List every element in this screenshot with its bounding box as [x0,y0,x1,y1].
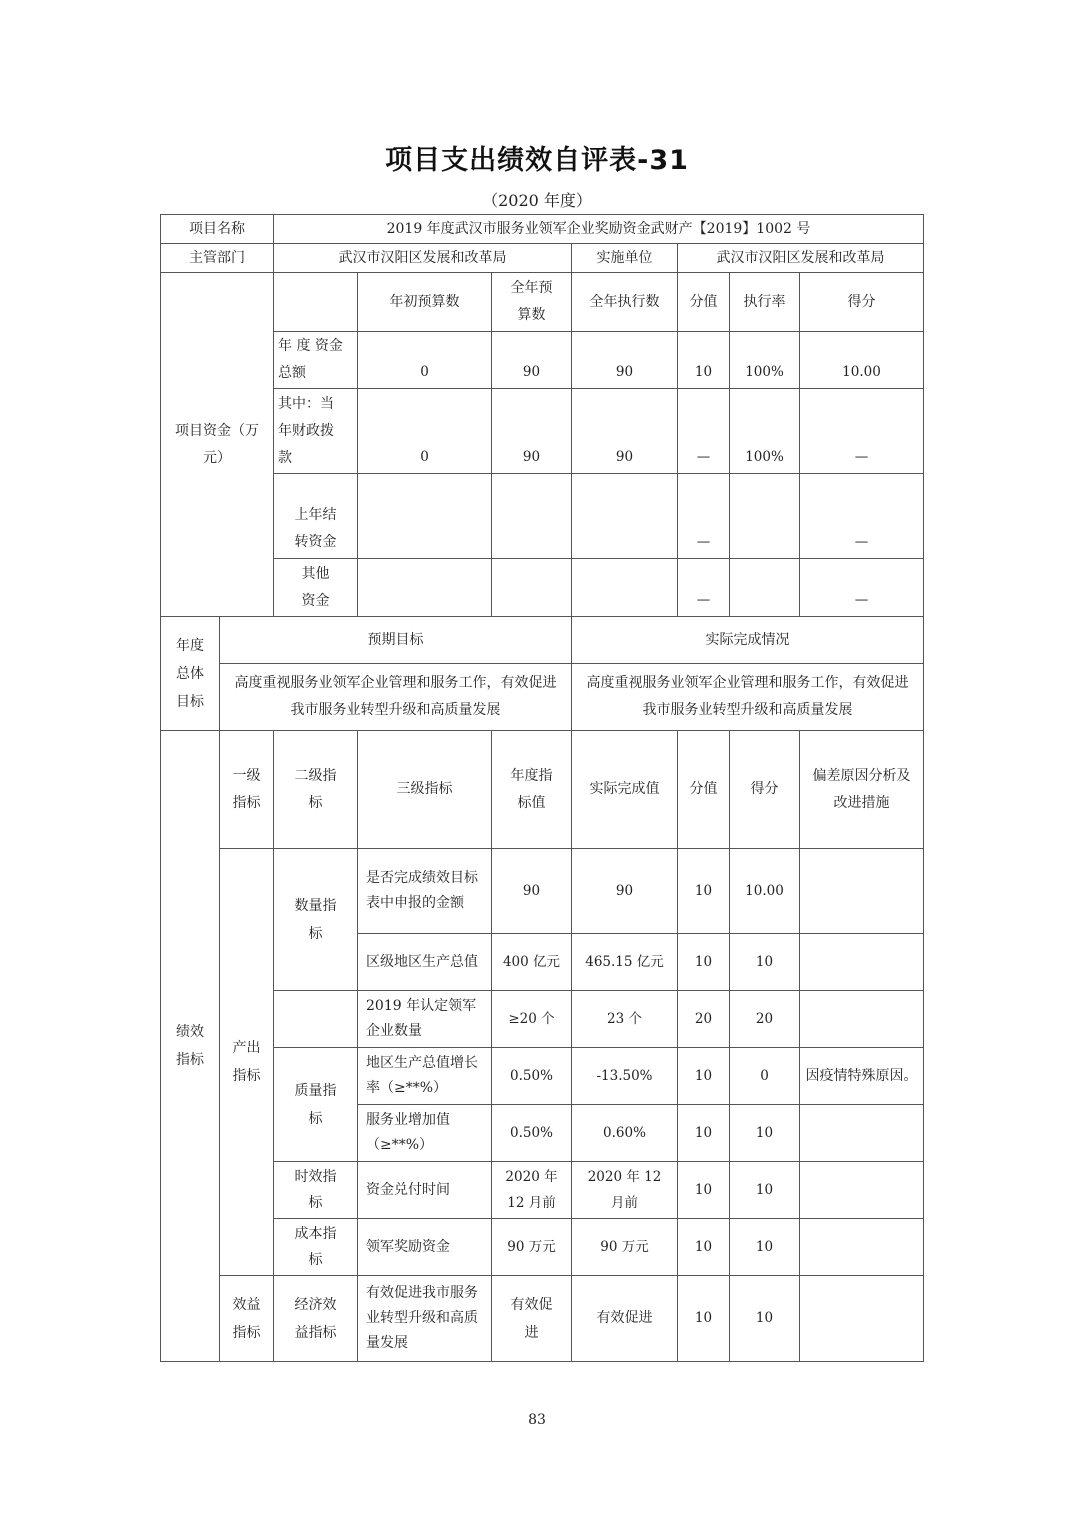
funds-cell: 100% [730,332,800,389]
funds-cell: 100% [730,389,800,474]
goals-section-label [161,617,220,731]
note-cell: 因疫情特殊原因。 [800,1048,924,1105]
performance-table [160,214,924,1362]
dept-label: 主管部门 [161,244,274,273]
score-cell: 10 [730,1276,800,1362]
funds-row-label-text: 其中：当年财政拨款 [278,395,334,466]
funds-col-header: 分值 [678,273,730,332]
level1-output-text: 产出指标 [232,1040,261,1084]
score-cell: 10 [730,1219,800,1276]
funds-cell [730,559,800,617]
actual-goal-value: 高度重视服务业领军企业管理和服务工作，有效促进我市服务业转型升级和高质量发展 [572,664,924,731]
note-cell [800,1162,924,1219]
score-value-cell: 10 [678,849,730,934]
level2-empty [274,991,358,1048]
level3-cell: 是否完成绩效目标表中申报的金额 [358,849,492,934]
funds-col-header [492,273,572,332]
funds-row-label [274,474,358,559]
level2-timeliness [274,1162,358,1219]
funds-cell: 10.00 [800,332,924,389]
ind-col-header: 得分 [730,731,800,849]
target-cell [492,1276,572,1362]
funds-cell [358,474,492,559]
actual-cell: -13.50% [572,1048,678,1105]
ind-col-header: 分值 [678,731,730,849]
level3-cell: 区级地区生产总值 [358,934,492,991]
level3-cell: 领军奖励资金 [358,1219,492,1276]
expected-goal-label: 预期目标 [220,617,572,664]
level3-cell: 地区生产总值增长率（≥**%） [358,1048,492,1105]
dept-row [161,244,924,273]
funds-col-header: 执行率 [730,273,800,332]
score-value-cell: 10 [678,934,730,991]
note-cell [800,934,924,991]
funds-row-label-text: 上年结转资金 [294,507,337,550]
note-cell [800,1276,924,1362]
goals-value-row [161,664,924,731]
ind-col-header-text: 一级指标 [232,767,261,811]
score-cell: 20 [730,991,800,1048]
funds-cell: — [678,389,730,474]
funds-cell: 0 [358,332,492,389]
level2-quantity [274,849,358,991]
funds-section-text: 项目资金（万元） [175,422,259,466]
score-value-cell: 10 [678,1048,730,1105]
indicators-section-text: 绩效指标 [176,1024,204,1068]
target-text: 有效促进 [510,1296,553,1341]
target-text: 2020 年 12 月前 [505,1169,558,1211]
level3-cell: 资金兑付时间 [358,1162,492,1219]
funds-col-header: 得分 [800,273,924,332]
funds-cell [358,559,492,617]
note-cell [800,991,924,1048]
funds-cell: — [800,389,924,474]
actual-cell [572,1162,678,1219]
indicator-row [161,991,924,1048]
indicator-row [161,1162,924,1219]
level2-economic [274,1276,358,1362]
actual-cell: 0.60% [572,1105,678,1162]
impl-label: 实施单位 [572,244,678,273]
funds-cell [572,474,678,559]
score-cell: 10.00 [730,849,800,934]
funds-cell [730,474,800,559]
funds-row-label [274,389,358,474]
funds-col-header: 年初预算数 [358,273,492,332]
level1-output [220,849,274,1276]
ind-col-header-text: 二级指标 [294,767,337,811]
target-cell: 90 万元 [492,1219,572,1276]
score-value-cell: 10 [678,1219,730,1276]
level3-cell: 服务业增加值（≥**%） [358,1105,492,1162]
actual-text: 2020 年 12 月前 [587,1169,662,1211]
goals-section-text: 年度总体目标 [176,637,204,710]
funds-cell: 90 [492,389,572,474]
score-cell: 10 [730,1162,800,1219]
funds-row [161,474,924,559]
funds-row-label-text: 其他资金 [301,565,330,609]
score-value-cell: 10 [678,1276,730,1362]
ind-col-header: 三级指标 [358,731,492,849]
indicators-section-label [161,731,220,1362]
funds-cell: — [800,474,924,559]
funds-cell: 90 [572,389,678,474]
level1-benefit [220,1276,274,1362]
goals-header-row [161,617,924,664]
score-cell: 0 [730,1048,800,1105]
score-value-cell: 10 [678,1105,730,1162]
actual-cell: 23 个 [572,991,678,1048]
target-cell: ≥20 个 [492,991,572,1048]
funds-row [161,389,924,474]
level2-economic-text: 经济效益指标 [294,1296,337,1341]
level2-quantity-text: 数量指标 [294,897,337,942]
ind-col-header [274,731,358,849]
funds-cell [572,559,678,617]
ind-col-header: 实际完成值 [572,731,678,849]
score-cell: 10 [730,1105,800,1162]
indicators-header-row [161,731,924,849]
project-name-value: 2019 年度武汉市服务业领军企业奖励资金武财产【2019】1002 号 [274,215,924,244]
funds-row [161,332,924,389]
score-cell: 10 [730,934,800,991]
ind-col-header-text: 年度指标值 [510,767,553,811]
level1-benefit-text: 效益指标 [232,1296,261,1341]
indicator-row [161,1048,924,1105]
target-cell [492,1162,572,1219]
score-value-cell: 10 [678,1162,730,1219]
indicator-row [161,849,924,934]
level3-cell: 2019 年认定领军企业数量 [358,991,492,1048]
funds-cell: — [800,559,924,617]
indicator-row [161,1276,924,1362]
actual-cell: 465.15 亿元 [572,934,678,991]
level3-cell: 有效促进我市服务业转型升级和高质量发展 [358,1276,492,1362]
note-cell [800,1105,924,1162]
page-subtitle: （2020 年度） [482,191,592,210]
target-cell: 90 [492,849,572,934]
funds-cell: — [678,559,730,617]
funds-cell: 10 [678,332,730,389]
page-number: 83 [528,1412,546,1428]
dept-value: 武汉市汉阳区发展和改革局 [274,244,572,273]
level2-quality [274,1048,358,1162]
level2-timeliness-text: 时效指标 [294,1168,337,1211]
funds-row [161,559,924,617]
target-cell: 400 亿元 [492,934,572,991]
funds-col-header-text: 全年预算数 [510,280,553,323]
actual-goal-label: 实际完成情况 [572,617,924,664]
actual-cell: 90 [572,849,678,934]
funds-cell: 90 [492,332,572,389]
ind-col-header [220,731,274,849]
funds-row-label [274,332,358,389]
expected-goal-value: 高度重视服务业领军企业管理和服务工作，有效促进我市服务业转型升级和高质量发展 [220,664,572,731]
level2-cost-text: 成本指标 [294,1225,337,1268]
funds-corner-cell [274,273,358,332]
level2-cost [274,1219,358,1276]
funds-row-label-text: 年 度 资金总额 [278,338,343,381]
note-cell [800,1219,924,1276]
level2-quality-text: 质量指标 [294,1082,337,1127]
funds-cell [492,474,572,559]
funds-cell: 90 [572,332,678,389]
note-cell [800,849,924,934]
page-title: 项目支出绩效自评表-31 [385,145,689,176]
actual-cell: 有效促进 [572,1276,678,1362]
actual-cell: 90 万元 [572,1219,678,1276]
funds-header-row [161,273,924,332]
impl-value: 武汉市汉阳区发展和改革局 [678,244,924,273]
ind-col-header [800,731,924,849]
project-name-row [161,215,924,244]
target-cell: 0.50% [492,1105,572,1162]
funds-col-header: 全年执行数 [572,273,678,332]
score-value-cell: 20 [678,991,730,1048]
ind-col-header [492,731,572,849]
ind-col-header-text: 偏差原因分析及改进措施 [812,767,911,811]
indicator-row [161,1219,924,1276]
funds-section-label [161,273,274,617]
funds-cell: 0 [358,389,492,474]
funds-cell: — [678,474,730,559]
funds-row-label [274,559,358,617]
project-name-label: 项目名称 [161,215,274,244]
target-cell: 0.50% [492,1048,572,1105]
funds-cell [492,559,572,617]
